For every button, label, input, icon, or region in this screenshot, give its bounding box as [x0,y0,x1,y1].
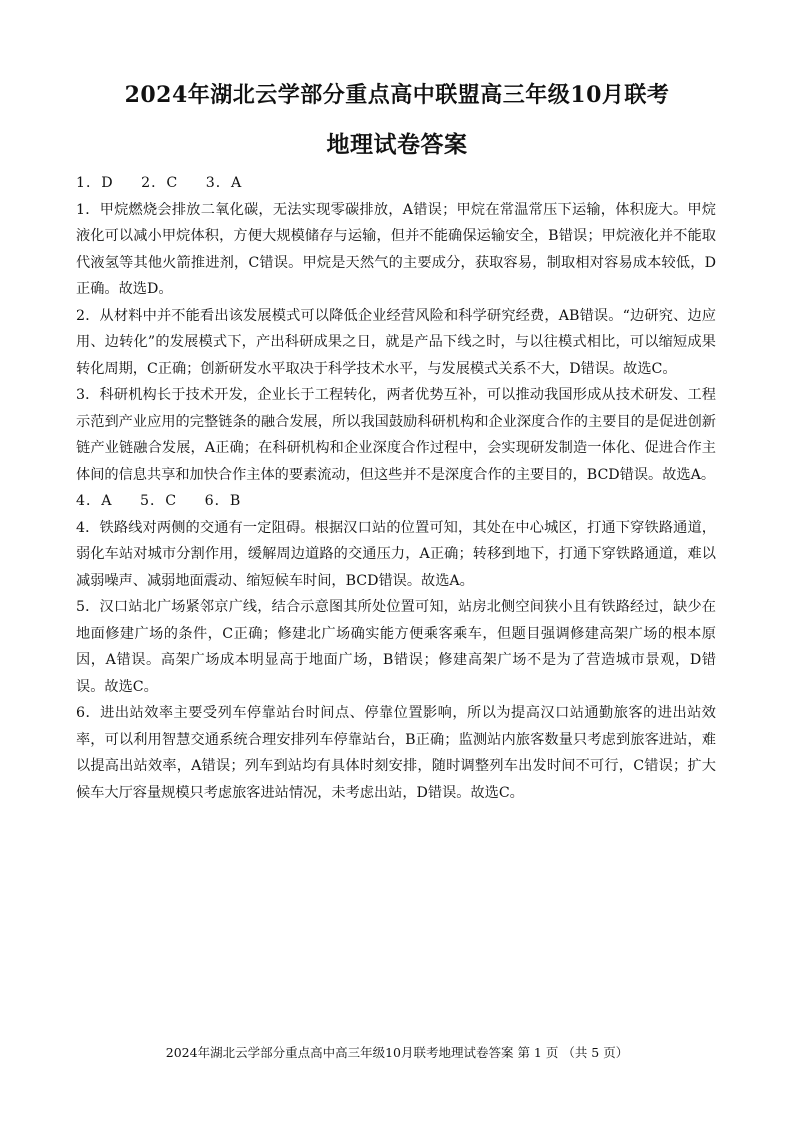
answer-key-row-4-6: 4．A 5．C 6．B [76,493,242,509]
explanation-q2: 2．从材料中并不能看出该发展模式可以降低企业经营风险和科学研究经费，AB错误。“边研究、边应用、边转化”的发展模式下，产出科研成果之日，就是产品下线之时，与以往模式相比，可以缩短成果转化周期，C正确；创新研发水平取决于科学技术水平，与发展模式关系不大，D错误。故选C。 [76,307,716,377]
document-title: 2024年湖北云学部分重点高中联盟高三年级10月联考 [124,82,670,108]
explanation-q3: 3．科研机构长于技术开发，企业长于工程转化，两者优势互补，可以推动我国形成从技术研发、工程示范到产业应用的完整链条的融合发展，所以我国鼓励科研机构和企业深度合作的主要目的是促进创新链产业链融合发展，A正确；在科研机构和企业深度合作过程中，会实现研发制造一体化、促进合作主体间的信息共享和加快合作主体的要素流动，但这些并不是深度合作的主要目的，BCD错误。故选A。 [76,387,716,483]
explanation-q5: 5．汉口站北广场紧邻京广线，结合示意图其所处位置可知，站房北侧空间狭小且有铁路经过，缺少在地面修建广场的条件，C正确；修建北广场确实能方便乘客乘车，但题目强调修建高架广场的根本原因，A错误。高架广场成本明显高于地面广场，B错误；修建高架广场不是为了营造城市景观，D错误。故选C。 [76,599,716,695]
answer-body [76,170,716,806]
answer-key-row-1-3: 1．D 2．C 3．A [76,175,243,191]
explanation-q4: 4．铁路线对两侧的交通有一定阻碍。根据汉口站的位置可知，其处在中心城区，打通下穿铁路通道，弱化车站对城市分割作用，缓解周边道路的交通压力，A正确；转移到地下，打通下穿铁路通道，难以减弱噪声、减弱地面震动、缩短候车时间，BCD错误。故选A。 [76,519,716,589]
explanation-q1: 1．甲烷燃烧会排放二氧化碳，无法实现零碳排放，A错误；甲烷在常温常压下运输，体积庞大。甲烷液化可以减小甲烷体积，方便大规模储存与运输，但并不能确保运输安全，B错误；甲烷液化并不能取代液氢等其他火箭推进剂，C错误。甲烷是天然气的主要成分，获取容易，制取相对容易成本较低，D正确。故选D。 [76,201,716,297]
document-subtitle: 地理试卷答案 [326,131,468,158]
explanation-q6: 6．进出站效率主要受列车停靠站台时间点、停靠位置影响，所以为提高汉口站通勤旅客的进出站效率，可以利用智慧交通系统合理安排列车停靠站台，B正确；监测站内旅客数量只考虑到旅客进站，难以提高出站效率，A错误；列车到站均有具体时刻安排，随时调整列车出发时间不可行，C错误；扩大候车大厅容量规模只考虑旅客进站情况，未考虑出站，D错误。故选C。 [76,705,716,801]
page-footer: 2024年湖北云学部分重点高中高三年级10月联考地理试卷答案 第 1 页 （共 5 页） [165,1045,629,1060]
